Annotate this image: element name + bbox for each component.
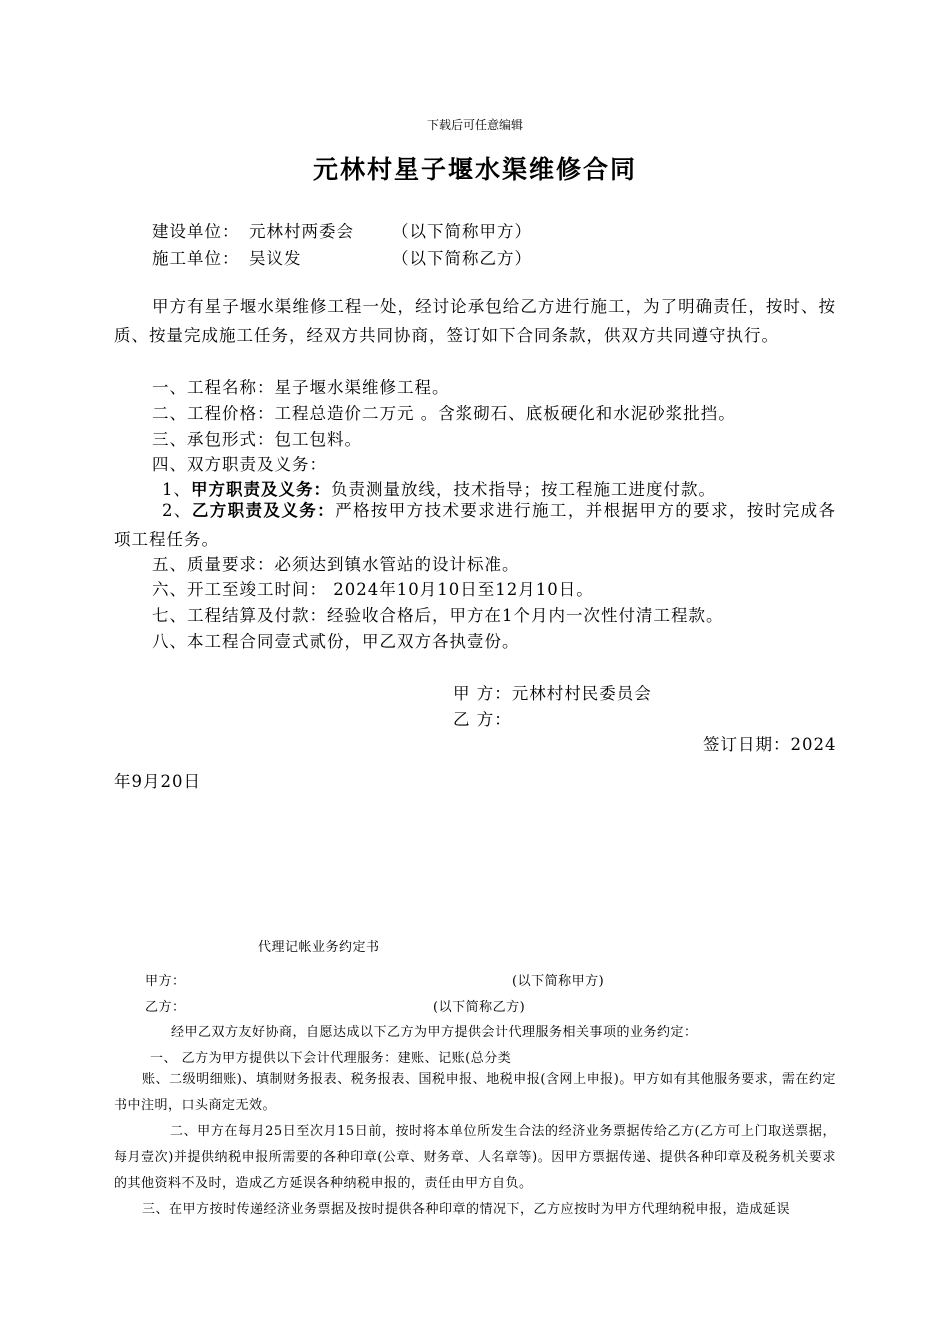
agreement-clause-1-continued: 账、二级明细账)、填制财务报表、税务报表、国税申报、地税申报(含网上申报)。甲方如有其他服务要求，需在约定书中注明，口头商定无效。 [114, 1072, 836, 1113]
agreement-title: 代理记帐业务约定书 [258, 940, 380, 955]
contractor-name: 吴议发 [249, 249, 302, 268]
signature-party-a: 甲 方：元林村村民委员会 [453, 684, 652, 703]
contractor-label: 施工单位： [152, 249, 240, 268]
clause-6: 六、开工至竣工时间： 2024年10月10日至12月10日。 [152, 580, 594, 599]
clause-2: 二、工程价格：工程总造价二万元 。含浆砌石、底板硬化和水泥砂浆批挡。 [152, 404, 736, 423]
clause-4-1-number: 1、 [162, 480, 191, 499]
clause-1: 一、工程名称：星子堰水渠维修工程。 [152, 378, 450, 397]
clause-4-2-label: 乙方职责及义务： [191, 501, 336, 520]
clause-4-2-number: 2、 [162, 501, 192, 520]
clause-4-1-label: 甲方职责及义务： [191, 480, 331, 499]
signature-party-b: 乙 方： [453, 710, 512, 729]
agreement-clause-1-first-line: 一、 乙方为甲方提供以下会计代理服务：建账、记账(总分类 [150, 1051, 512, 1066]
clause-4-1-text: 负责测量放线，技术指导；按工程施工进度付款。 [331, 480, 716, 499]
header-note: 下载后可任意编辑 [426, 118, 523, 132]
contractor-alias: （以下简称乙方） [392, 249, 532, 268]
sign-date-line-1: 签订日期：2024 [703, 735, 837, 754]
clause-8: 八、本工程合同壹式贰份，甲乙双方各执壹份。 [152, 632, 520, 651]
clause-3: 三、承包形式：包工包料。 [152, 430, 362, 449]
intro-paragraph: 甲方有星子堰水渠维修工程一处，经讨论承包给乙方进行施工，为了明确责任，按时、按质、按量完成施工任务，经双方共同协商，签订如下合同条款，供双方共同遵守执行。 [114, 297, 836, 345]
builder-label: 建设单位： [152, 222, 240, 241]
agreement-clause-2: 二、甲方在每月25日至次月15日前，按时将本单位所发生合法的经济业务票据传给乙方(乙方可上门取送票据，每月壹次)并提供纳税申报所需要的各种印章(公章、财务章、人名章等)。因甲方票据传递、提供各种印章及税务机关要求的其他资料不及时，造成乙方延误各种纳税申报的，责任由甲方自负。 [114, 1124, 836, 1191]
builder-name: 元林村两委会 [249, 222, 354, 241]
sign-date-line-2: 年9月20日 [114, 772, 201, 791]
clause-5: 五、质量要求：必须达到镇水管站的设计标准。 [152, 555, 520, 574]
clause-4-2-text: 严格按甲方技术要求进行施工，并根据甲方的要求，按时完成各项工程任务。 [114, 501, 837, 549]
agreement-clause-3: 三、在甲方按时传递经济业务票据及按时提供各种印章的情况下，乙方应按时为甲方代理纳税申报，造成延误 [142, 1202, 791, 1217]
agreement-party-b-alias: (以下简称乙方) [433, 1000, 526, 1015]
agreement-party-b-label: 乙方： [145, 1000, 186, 1015]
agreement-party-a-label: 甲方： [145, 974, 186, 989]
builder-alias: （以下简称甲方） [392, 222, 532, 241]
agreement-party-a-alias: (以下简称甲方) [512, 974, 605, 989]
agreement-intro: 经甲乙双方友好协商，自愿达成以下乙方为甲方提供会计代理服务相关事项的业务约定： [171, 1025, 698, 1040]
contract-title: 元林村星子堰水渠维修合同 [312, 155, 637, 184]
clause-4: 四、双方职责及义务： [152, 455, 327, 474]
clause-7: 七、工程结算及付款：经验收合格后，甲方在1个月内一次性付清工程款。 [152, 606, 724, 625]
clause-4-2 [114, 496, 836, 554]
